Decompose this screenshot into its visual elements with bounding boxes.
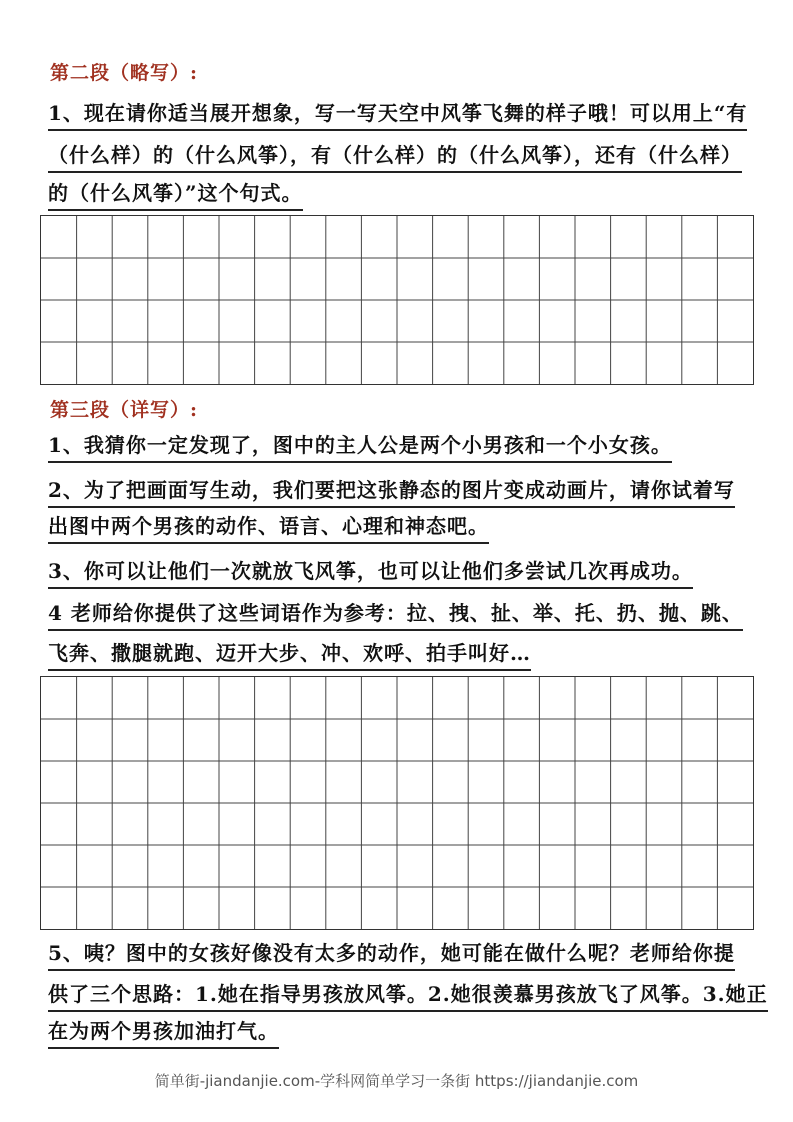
section-3-line-6: 飞奔、撒腿就跑、迈开大步、冲、欢呼、拍手叫好… [48, 640, 531, 671]
grid1-lines [41, 216, 753, 384]
section-5-line-1: 5、咦？图中的女孩好像没有太多的动作，她可能在做什么呢？老师给你提 [48, 940, 735, 971]
section-2-heading: 第二段（略写）: [50, 62, 199, 84]
section-3-heading: 第三段（详写）: [50, 399, 199, 421]
section-2-line-2: （什么样）的（什么风筝），有（什么样）的（什么风筝），还有（什么样） [48, 142, 742, 173]
section-5-line-3: 在为两个男孩加油打气。 [48, 1018, 279, 1049]
section-5-line-2: 供了三个思路：1.她在指导男孩放风筝。2.她很羡慕男孩放飞了风筝。3.她正 [48, 981, 768, 1012]
section-3-line-3: 出图中两个男孩的动作、语言、心理和神态吧。 [48, 513, 489, 544]
section-3-line-5: 4 老师给你提供了这些词语作为参考：拉、拽、扯、举、托、扔、抛、跳、 [48, 600, 743, 631]
section-3-line-4: 3、你可以让他们一次就放飞风筝，也可以让他们多尝试几次再成功。 [48, 558, 693, 589]
footer-watermark: 简单街-jiandanjie.com-学科网简单学习一条街 https://jiandanjie.com [154, 1072, 639, 1090]
writing-grid-1[interactable] [40, 215, 754, 385]
grid2-lines [41, 677, 753, 929]
section-2-line-1: 1、现在请你适当展开想象，写一写天空中风筝飞舞的样子哦！可以用上“有 [48, 100, 747, 131]
section-3-line-2: 2、为了把画面写生动，我们要把这张静态的图片变成动画片，请你试着写 [48, 477, 735, 508]
section-3-line-1: 1、我猜你一定发现了，图中的主人公是两个小男孩和一个小女孩。 [48, 432, 672, 463]
writing-grid-2[interactable] [40, 676, 754, 930]
section-2-line-3: 的（什么风筝）”这个句式。 [48, 180, 303, 211]
